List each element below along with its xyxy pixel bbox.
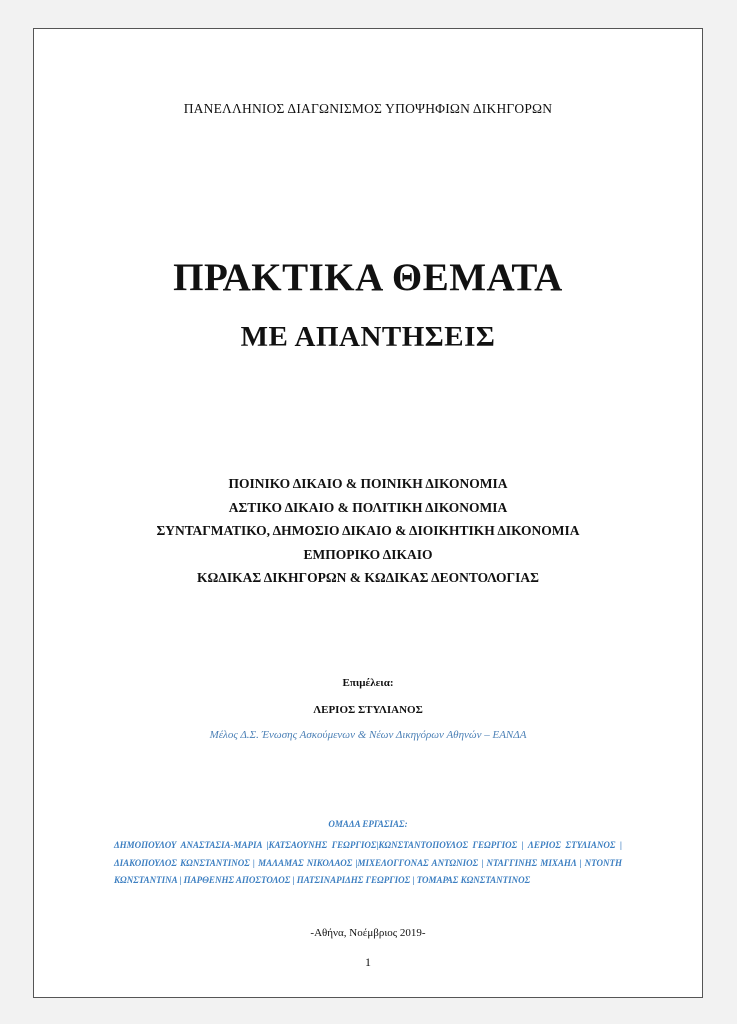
sub-title: ΜΕ ΑΠΑΝΤΗΣΕΙΣ [240,321,496,353]
subjects-list [34,472,702,590]
subject-item: ΚΩΔΙΚΑΣ ΔΙΚΗΓΟΡΩΝ & ΚΩΔΙΚΑΣ ΔΕΟΝΤΟΛΟΓΙΑΣ [197,570,539,585]
team-members: ΔΗΜΟΠΟΥΛΟΥ ΑΝΑΣΤΑΣΙΑ-ΜΑΡΙΑ |ΚΑΤΣΑΟΥΝΗΣ ΓΕΩΡΓΙΟΣ|ΚΩΝΣΤΑΝΤΟΠΟΥΛΟΣ ΓΕΩΡΓΙΟΣ | ΛΕΡΙΟΣ ΣΤΥΛΙΑΝΟΣ |ΔΙΑΚΟΠΟΥΛΟΣ ΚΩΝΣΤΑΝΤΙΝΟΣ | ΜΑΛΑΜΑΣ ΝΙΚΟΛΑΟΣ |ΜΙΧΕΛΟΓΓΟΝΑΣ ΑΝΤΩΝΙΟΣ | ΝΤΑΓΓΙΝΗΣ ΜΙΧΑΗΛ | ΝΤΟΝΤΗ ΚΩΝΣΤΑΝΤΙΝΑ | ΠΑΡΘΕΝΗΣ ΑΠΟΣΤΟΛΟΣ | ΠΑΤΣΙΝΑΡΙΔΗΣ ΓΕΩΡΓΙΟΣ | ΤΟΜΑΡΑΣ ΚΩΝΣΤΑΝΤΙΝΟΣ [114,840,622,886]
editing-label: Επιμέλεια: [342,677,394,689]
editor-role: Μέλος Δ.Σ. Ένωσης Ασκούμενων & Νέων Δικηγόρων Αθηνών – ΕΑΝΔΑ [209,729,527,741]
main-title: ΠΡΑΚΤΙΚΑ ΘΕΜΑΤΑ [173,256,563,299]
subject-item: ΑΣΤΙΚΟ ΔΙΚΑΙΟ & ΠΟΛΙΤΙΚΗ ΔΙΚΟΝΟΜΙΑ [228,499,508,515]
subject-item: ΕΜΠΟΡΙΚΟ ΔΙΚΑΙΟ [303,546,433,562]
editor-name: ΛΕΡΙΟΣ ΣΤΥΛΙΑΝΟΣ [313,704,423,716]
subject-item: ΠΟΙΝΙΚΟ ΔΙΚΑΙΟ & ΠΟΙΝΙΚΗ ΔΙΚΟΝΟΜΙΑ [228,476,508,491]
document-page [33,28,703,998]
page-number: 1 [365,955,371,969]
team-label: ΟΜΑΔΑ ΕΡΓΑΣΙΑΣ: [328,819,408,829]
subject-item: ΣΥΝΤΑΓΜΑΤΙΚΟ, ΔΗΜΟΣΙΟ ΔΙΚΑΙΟ & ΔΙΟΙΚΗΤΙΚΗ ΔΙΚΟΝΟΜΙΑ [156,523,580,538]
competition-heading: ΠΑΝΕΛΛΗΝΙΟΣ ΔΙΑΓΩΝΙΣΜΟΣ ΥΠΟΨΗΦΙΩΝ ΔΙΚΗΓΟΡΩΝ [183,101,553,116]
date-line: -Αθήνα, Νοέμβριος 2019- [310,927,426,939]
